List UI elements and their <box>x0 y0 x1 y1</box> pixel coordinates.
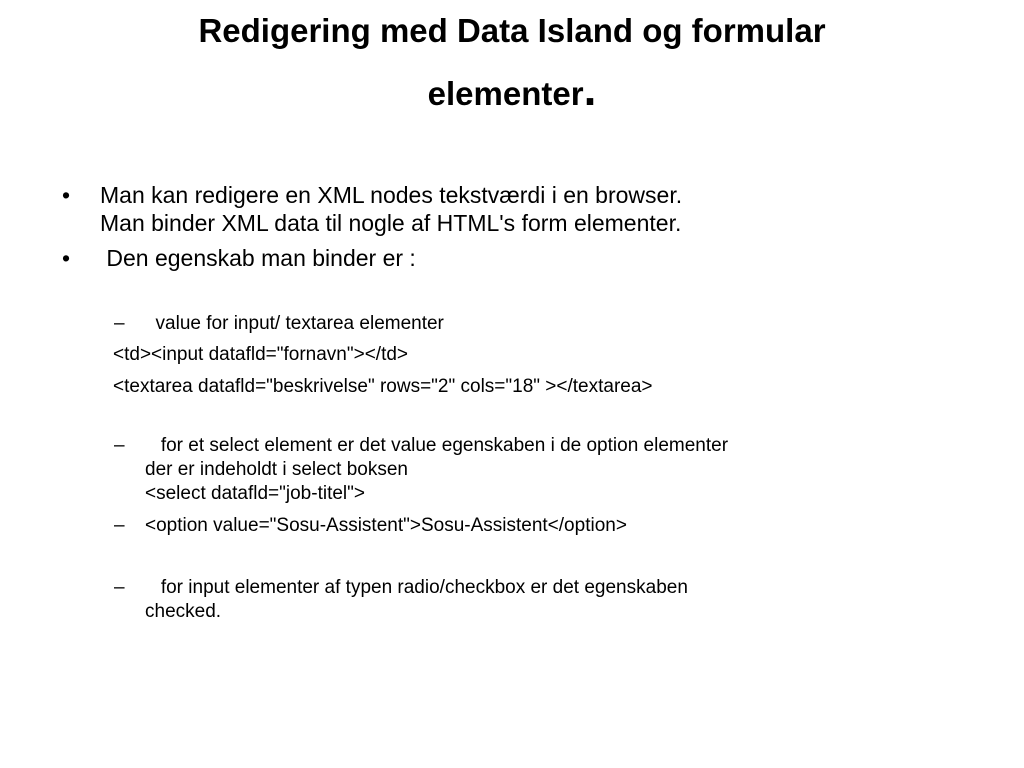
sub-item-2-line-1: for et select element er det value egenskaben i de option elementer <box>145 435 729 456</box>
title-line-2: elementer <box>427 75 584 112</box>
code-line-textarea: <textarea datafld="beskrivelse" rows="2" cols="18" ></textarea> <box>113 376 653 397</box>
dash-mark: – <box>114 515 125 536</box>
title-dot: . <box>583 63 597 115</box>
dash-mark: – <box>114 435 125 456</box>
slide-title <box>60 2 964 123</box>
sub-item-4-line-1: for input elementer af typen radio/checkbox er det egenskaben <box>145 577 688 598</box>
bullet-2-line-1: Den egenskab man binder er : <box>100 245 416 271</box>
sub-item-2-line-2: der er indeholdt i select boksen <box>145 459 408 480</box>
title-line-1: Redigering med Data Island og formular <box>198 12 826 49</box>
sub-item-2-line-3: <select datafld="job-titel"> <box>145 483 365 504</box>
sub-item-3-text: <option value="Sosu-Assistent">Sosu-Assistent</option> <box>145 515 627 536</box>
code-line-td-input: <td><input datafld="fornavn"></td> <box>113 344 409 365</box>
dash-mark: – <box>114 577 125 598</box>
bullet-mark: • <box>62 245 71 271</box>
sub-item-4-line-2: checked. <box>145 601 222 622</box>
bullet-mark: • <box>62 182 71 208</box>
sub-item-1-text: value for input/ textarea elementer <box>145 313 444 334</box>
dash-mark: – <box>114 313 125 334</box>
bullet-1-line-1: Man kan redigere en XML nodes tekstværdi i en browser. <box>100 182 683 208</box>
bullet-1-line-2: Man binder XML data til nogle af HTML's form elementer. <box>100 210 682 236</box>
